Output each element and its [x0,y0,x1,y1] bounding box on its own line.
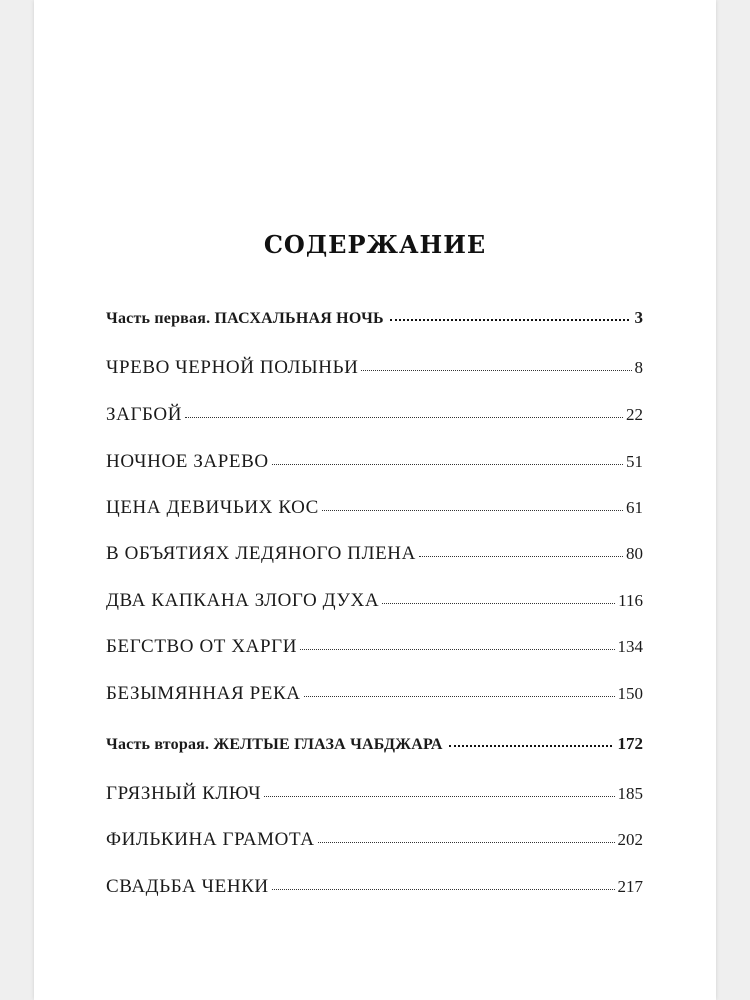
toc-entry-page: 116 [618,591,643,610]
dot-leader [361,369,631,371]
toc-entry-label: ЧРЕВО ЧЕРНОЙ ПОЛЫНЬИ [106,357,359,378]
dot-leader [185,416,623,418]
toc-entry-part-2[interactable] [106,734,643,754]
toc-entry[interactable] [106,451,643,473]
toc-entry-page: 150 [617,684,643,703]
toc-entry[interactable] [106,404,643,426]
toc-entry[interactable] [106,783,643,805]
dot-leader [318,841,615,843]
toc-entry-label: ЦЕНА ДЕВИЧЬИХ КОС [106,497,319,518]
toc-entry-page: 202 [617,830,643,849]
toc-entry-label: В ОБЪЯТИЯХ ЛЕДЯНОГО ПЛЕНА [106,543,416,564]
dot-leader [449,744,612,747]
toc-entry-label: ЗАГБОЙ [106,404,183,425]
toc-entry-label: ДВА КАПКАНА ЗЛОГО ДУХА [106,590,380,611]
toc-entry-page: 217 [617,877,643,896]
dot-leader [300,648,614,650]
toc-entry-label: БЕГСТВО ОТ ХАРГИ [106,636,298,657]
toc-entry[interactable] [106,590,643,612]
toc-entry-page: 51 [626,452,643,471]
toc-entry[interactable] [106,357,643,379]
toc-entry-page: 134 [617,637,643,656]
toc-entry-label: ФИЛЬКИНА ГРАМОТА [106,829,315,850]
toc-entry[interactable] [106,543,643,565]
page-title: СОДЕРЖАНИЕ [263,230,487,259]
toc-entry-page: 3 [634,308,643,327]
toc-entry[interactable] [106,636,643,658]
toc-entry-page: 61 [626,498,643,517]
dot-leader [272,463,623,465]
toc-entry[interactable] [106,876,643,898]
toc-entry-page: 172 [617,734,643,753]
toc-entry-label: БЕЗЫМЯННАЯ РЕКА [106,683,301,704]
dot-leader [264,795,614,797]
toc-entry-label: СВАДЬБА ЧЕНКИ [106,876,269,897]
toc-entry-label: НОЧНОЕ ЗАРЕВО [106,451,269,472]
toc-entry-page: 22 [626,405,643,424]
toc-entry-label: ГРЯЗНЫЙ КЛЮЧ [106,783,262,804]
toc-entry[interactable] [106,497,643,519]
dot-leader [419,555,623,557]
dot-leader [382,602,615,604]
dot-leader [304,695,615,697]
toc-entry[interactable] [106,829,643,851]
toc-entry-page: 80 [626,544,643,563]
book-page [34,0,716,1000]
toc-entry-page: 185 [617,784,643,803]
toc-entry-label: Часть вторая. ЖЕЛТЫЕ ГЛАЗА ЧАБДЖАРА [106,736,443,753]
toc-entry[interactable] [106,683,643,705]
dot-leader [322,509,623,511]
dot-leader [390,318,629,321]
dot-leader [272,888,615,890]
toc-entry-part-1[interactable] [106,308,643,328]
toc-entry-label: Часть первая. ПАСХАЛЬНАЯ НОЧЬ [106,310,384,327]
toc-entry-page: 8 [634,358,643,377]
